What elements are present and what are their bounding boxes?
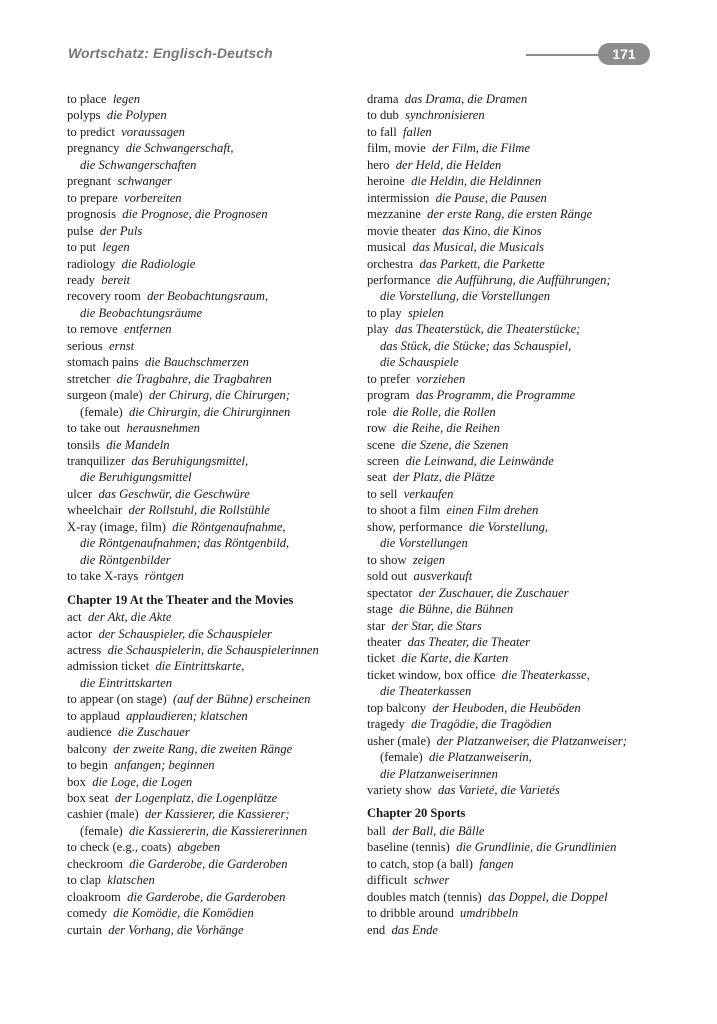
- german-translation: die Heldin, die Heldinnen: [411, 174, 542, 189]
- german-translation: anfangen; beginnen: [114, 758, 215, 773]
- english-term: (female): [380, 750, 423, 765]
- german-translation: entfernen: [124, 322, 172, 337]
- german-translation: die Röntgenaufnahmen; das Röntgenbild,: [80, 536, 290, 551]
- german-translation: die Leinwand, die Leinwände: [405, 453, 554, 468]
- vocab-entry: [367, 124, 667, 140]
- german-translation: die Eintrittskarten: [80, 675, 172, 690]
- english-term: (female): [80, 823, 123, 838]
- vocab-entry: [367, 107, 667, 123]
- german-translation: applaudieren; klatschen: [126, 708, 248, 723]
- english-term: to dub: [367, 108, 399, 123]
- english-term: play: [367, 322, 389, 337]
- german-translation: das Varieté, die Varietés: [438, 783, 560, 798]
- english-term: to play: [367, 305, 402, 320]
- english-term: to catch, stop (a ball): [367, 856, 473, 871]
- german-translation: schwer: [413, 873, 450, 888]
- german-translation: der Vorhang, die Vorhänge: [108, 922, 244, 937]
- german-translation: die Tragödie, die Tragödien: [411, 717, 552, 732]
- english-term: ulcer: [67, 486, 93, 501]
- english-term: to prefer: [367, 371, 411, 386]
- english-term: recovery room: [67, 289, 141, 304]
- german-translation: der zweite Rang, die zweiten Ränge: [113, 741, 293, 756]
- german-translation: die Reihe, die Reihen: [392, 421, 500, 436]
- vocab-entry-continuation: [67, 535, 357, 551]
- vocab-entry: [67, 839, 357, 855]
- english-term: to take out: [67, 421, 121, 436]
- german-translation: bereit: [101, 272, 131, 287]
- english-term: to dribble around: [367, 906, 454, 921]
- vocab-entry-continuation: [367, 683, 667, 699]
- german-translation: das Drama, die Dramen: [404, 92, 528, 106]
- english-term: to shoot a film: [367, 503, 441, 518]
- german-translation: die Karte, die Karten: [401, 651, 509, 666]
- german-translation: die Polypen: [106, 108, 167, 123]
- german-translation: die Mandeln: [106, 437, 170, 452]
- german-translation: legen: [112, 92, 141, 106]
- english-term: movie theater: [367, 223, 436, 238]
- german-translation: der Platz, die Plätze: [392, 470, 496, 485]
- vocab-entry-continuation: [367, 766, 667, 782]
- english-term: to put: [67, 240, 97, 255]
- german-translation: voraussagen: [121, 124, 185, 139]
- vocab-entry: [67, 321, 357, 337]
- vocab-entry: [67, 223, 357, 239]
- english-term: theater: [367, 634, 402, 649]
- german-translation: abgeben: [177, 840, 221, 855]
- vocab-entry-continuation: [367, 749, 667, 765]
- vocab-entry: [67, 872, 357, 888]
- german-translation: die Schauspielerin, die Schauspielerinnen: [107, 642, 319, 657]
- english-term: to show: [367, 552, 407, 567]
- english-term: end: [367, 922, 386, 937]
- vocab-entry: [367, 223, 667, 239]
- german-translation: das Doppel, die Doppel: [488, 889, 608, 904]
- german-translation: (auf der Bühne) erscheinen: [172, 692, 311, 707]
- vocab-entry: [367, 404, 667, 420]
- german-translation: verkaufen: [403, 486, 454, 501]
- english-term: mezzanine: [367, 207, 421, 222]
- english-term: admission ticket: [67, 659, 150, 674]
- english-term: performance: [367, 272, 431, 287]
- german-translation: legen: [102, 240, 130, 255]
- german-translation: die Garderobe, die Garderoben: [127, 889, 286, 904]
- german-translation: spielen: [407, 305, 444, 320]
- german-translation: synchronisieren: [405, 108, 485, 123]
- english-term: drama: [367, 92, 399, 106]
- vocab-entry: [67, 806, 357, 822]
- vocab-entry: [67, 437, 357, 453]
- german-translation: röntgen: [144, 569, 184, 584]
- english-term: cloakroom: [67, 889, 121, 904]
- english-term: variety show: [367, 783, 432, 798]
- german-translation: die Schwangerschaften: [80, 157, 197, 172]
- german-translation: der Ball, die Bälle: [392, 823, 485, 838]
- vocab-entry-continuation: [67, 469, 357, 485]
- german-translation: der Logenplatz, die Logenplätze: [114, 791, 278, 806]
- vocab-entry: [367, 585, 667, 601]
- german-translation: der Platzanweiser, die Platzanweiser;: [436, 733, 627, 748]
- german-translation: der Schauspieler, die Schauspieler: [98, 626, 272, 641]
- vocab-entry: [67, 272, 357, 288]
- german-translation: der Puls: [99, 223, 143, 238]
- english-term: to take X-rays: [67, 569, 139, 584]
- vocab-entry: [67, 922, 357, 938]
- vocab-entry: [367, 823, 667, 839]
- vocab-entry: [367, 634, 667, 650]
- english-term: pulse: [67, 223, 94, 238]
- english-term: X-ray (image, film): [67, 519, 166, 534]
- vocab-entry: [67, 708, 357, 724]
- english-term: serious: [67, 338, 103, 353]
- german-translation: das Parkett, die Parkette: [419, 256, 545, 271]
- header-rule: [526, 54, 606, 56]
- german-translation: die Bühne, die Bühnen: [399, 602, 514, 617]
- german-translation: das Geschwür, die Geschwüre: [98, 486, 250, 501]
- vocab-entry: [367, 519, 667, 535]
- vocab-entry: [367, 305, 667, 321]
- english-term: ready: [67, 272, 95, 287]
- vocab-entry: [67, 387, 357, 403]
- english-term: comedy: [67, 906, 107, 921]
- german-translation: herausnehmen: [126, 421, 200, 436]
- vocab-entry: [67, 757, 357, 773]
- vocab-entry: [67, 124, 357, 140]
- german-translation: das Theater, die Theater: [407, 634, 530, 649]
- german-translation: die Kassiererin, die Kassiererinnen: [128, 823, 308, 838]
- german-translation: zeigen: [412, 552, 446, 567]
- vocab-entry: [367, 190, 667, 206]
- english-term: checkroom: [67, 856, 123, 871]
- german-translation: die Schauspiele: [380, 355, 459, 370]
- vocab-entry: [67, 107, 357, 123]
- english-term: stomach pains: [67, 355, 139, 370]
- vocab-entry: [367, 650, 667, 666]
- german-translation: der Chirurg, die Chirurgen;: [148, 388, 291, 403]
- vocab-entry-continuation: [67, 675, 357, 691]
- english-term: star: [367, 618, 386, 633]
- english-term: program: [367, 388, 410, 403]
- vocab-entry: [67, 889, 357, 905]
- english-term: to sell: [367, 486, 398, 501]
- vocab-entry: [367, 420, 667, 436]
- vocab-entry: [367, 922, 667, 938]
- german-translation: einen Film drehen: [446, 503, 539, 518]
- vocab-entry: [367, 272, 667, 288]
- english-term: difficult: [367, 873, 408, 888]
- vocab-entry: [67, 91, 357, 107]
- english-term: to clap: [67, 873, 101, 888]
- english-term: row: [367, 421, 387, 436]
- vocab-entry: [67, 502, 357, 518]
- vocab-entry-continuation: [67, 823, 357, 839]
- vocab-entry: [67, 856, 357, 872]
- german-translation: klatschen: [107, 873, 155, 888]
- english-term: prognosis: [67, 207, 116, 222]
- vocab-entry: [367, 437, 667, 453]
- vocab-entry: [367, 667, 667, 683]
- english-term: box: [67, 774, 86, 789]
- english-term: (female): [80, 404, 123, 419]
- vocab-entry: [67, 453, 357, 469]
- english-term: tonsils: [67, 437, 100, 452]
- english-term: balcony: [67, 741, 107, 756]
- english-term: to remove: [67, 322, 118, 337]
- vocab-entry: [367, 700, 667, 716]
- english-term: usher (male): [367, 733, 431, 748]
- german-translation: die Komödie, die Komödien: [113, 906, 254, 921]
- vocab-entry: [67, 173, 357, 189]
- german-translation: der Heuboden, die Heuböden: [432, 700, 581, 715]
- vocab-entry: [367, 173, 667, 189]
- chapter-heading-text: Chapter 20 Sports: [367, 806, 466, 821]
- english-term: curtain: [67, 922, 102, 937]
- english-term: to place: [67, 92, 107, 106]
- vocab-entry: [367, 716, 667, 732]
- vocab-entry: [67, 338, 357, 354]
- german-translation: die Szene, die Szenen: [401, 437, 509, 452]
- german-translation: die Platzanweiserin,: [428, 750, 532, 765]
- english-term: actress: [67, 642, 102, 657]
- vocab-entry-continuation: [67, 552, 357, 568]
- vocab-entry-continuation: [67, 404, 357, 420]
- vocab-entry: [67, 905, 357, 921]
- chapter-heading-text: Chapter 19 At the Theater and the Movies: [67, 592, 294, 607]
- vocab-entry: [67, 741, 357, 757]
- vocab-entry: [67, 609, 357, 625]
- german-translation: umdribbeln: [460, 906, 519, 921]
- vocab-entry: [67, 519, 357, 535]
- german-translation: das Kino, die Kinos: [442, 223, 542, 238]
- english-term: to begin: [67, 758, 108, 773]
- german-translation: die Chirurgin, die Chirurginnen: [128, 404, 291, 419]
- english-term: sold out: [367, 569, 408, 584]
- english-term: seat: [367, 470, 387, 485]
- german-translation: die Prognose, die Prognosen: [122, 207, 268, 222]
- vocab-entry: [67, 691, 357, 707]
- vocab-entry: [67, 568, 357, 584]
- english-term: actor: [67, 626, 93, 641]
- vocab-entry: [367, 469, 667, 485]
- page-number-badge: 171: [598, 43, 650, 65]
- german-translation: der erste Rang, die ersten Ränge: [427, 207, 593, 222]
- vocab-entry: [367, 552, 667, 568]
- vocab-entry: [67, 626, 357, 642]
- german-translation: das Musical, die Musicals: [412, 240, 544, 255]
- german-translation: vorbereiten: [124, 190, 182, 205]
- vocab-entry: [367, 502, 667, 518]
- english-term: hero: [367, 157, 390, 172]
- german-translation: fallen: [403, 124, 432, 139]
- german-translation: die Röntgenaufnahme,: [172, 519, 286, 534]
- vocab-entry: [367, 618, 667, 634]
- vocab-entry: [67, 354, 357, 370]
- german-translation: die Bauchschmerzen: [145, 355, 249, 370]
- vocab-entry: [367, 905, 667, 921]
- german-translation: die Eintrittskarte,: [155, 659, 245, 674]
- english-term: orchestra: [367, 256, 414, 271]
- english-term: scene: [367, 437, 395, 452]
- vocab-entry: [67, 724, 357, 740]
- german-translation: die Theaterkasse,: [501, 667, 590, 682]
- english-term: audience: [67, 725, 112, 740]
- german-translation: fangen: [479, 856, 514, 871]
- chapter-heading: [67, 592, 357, 608]
- english-term: top balcony: [367, 700, 427, 715]
- german-translation: die Loge, die Logen: [92, 774, 193, 789]
- german-translation: vorziehen: [416, 371, 466, 386]
- vocab-entry: [367, 256, 667, 272]
- german-translation: die Garderobe, die Garderoben: [129, 856, 288, 871]
- english-term: to check (e.g., coats): [67, 840, 172, 855]
- vocab-entry: [367, 486, 667, 502]
- german-translation: das Stück, die Stücke; das Schauspiel,: [380, 338, 572, 353]
- german-translation: der Kassierer, die Kassierer;: [144, 807, 290, 822]
- german-translation: die Aufführung, die Aufführungen;: [436, 272, 611, 287]
- english-term: film, movie: [367, 141, 426, 156]
- english-term: intermission: [367, 190, 430, 205]
- english-term: polyps: [67, 108, 101, 123]
- vocab-entry: [67, 774, 357, 790]
- english-term: ticket: [367, 651, 395, 666]
- german-translation: die Radiologie: [121, 256, 196, 271]
- english-term: to fall: [367, 124, 397, 139]
- english-term: wheelchair: [67, 503, 123, 518]
- vocab-entry: [367, 371, 667, 387]
- german-translation: der Rollstuhl, die Rollstühle: [128, 503, 270, 518]
- vocab-entry: [367, 601, 667, 617]
- vocab-entry-continuation: [67, 305, 357, 321]
- english-term: ball: [367, 823, 386, 838]
- german-translation: die Platzanweiserinnen: [380, 766, 498, 781]
- english-term: cashier (male): [67, 807, 139, 822]
- english-term: tranquilizer: [67, 453, 126, 468]
- english-term: to applaud: [67, 708, 120, 723]
- vocab-entry-continuation: [367, 535, 667, 551]
- vocab-entry: [367, 568, 667, 584]
- english-term: musical: [367, 240, 407, 255]
- english-term: radiology: [67, 256, 116, 271]
- right-column: [367, 91, 667, 938]
- vocab-entry: [367, 782, 667, 798]
- german-translation: das Ende: [391, 922, 439, 937]
- english-term: act: [67, 610, 82, 625]
- german-translation: die Vorstellung,: [469, 519, 549, 534]
- english-term: pregnant: [67, 174, 112, 189]
- vocab-entry: [367, 889, 667, 905]
- vocab-entry: [67, 288, 357, 304]
- english-term: baseline (tennis): [367, 840, 450, 855]
- german-translation: ausverkauft: [413, 569, 473, 584]
- vocab-entry: [67, 420, 357, 436]
- german-translation: die Grundlinie, die Grundlinien: [456, 840, 617, 855]
- vocab-entry-continuation: [367, 338, 667, 354]
- german-translation: die Vorstellung, die Vorstellungen: [380, 289, 550, 304]
- english-term: heroine: [367, 174, 405, 189]
- vocab-entry: [367, 839, 667, 855]
- vocab-entry: [367, 321, 667, 337]
- english-term: screen: [367, 453, 400, 468]
- page-header-title: Wortschatz: Englisch-Deutsch: [68, 45, 273, 61]
- left-column: [67, 91, 357, 938]
- german-translation: die Theaterkassen: [380, 684, 472, 699]
- vocab-entry: [67, 239, 357, 255]
- english-term: show, performance: [367, 519, 463, 534]
- vocab-entry: [367, 872, 667, 888]
- vocab-entry: [67, 642, 357, 658]
- vocab-entry: [367, 856, 667, 872]
- german-translation: der Held, die Helden: [395, 157, 502, 172]
- english-term: pregnancy: [67, 141, 120, 156]
- vocab-entry: [367, 91, 667, 107]
- german-translation: die Pause, die Pausen: [435, 190, 547, 205]
- vocab-entry-continuation: [367, 288, 667, 304]
- vocab-entry: [67, 658, 357, 674]
- vocab-entry: [67, 486, 357, 502]
- vocab-entry: [367, 140, 667, 156]
- german-translation: das Beruhigungsmittel,: [131, 453, 249, 468]
- german-translation: das Theaterstück, die Theaterstücke;: [394, 322, 581, 337]
- german-translation: schwanger: [117, 174, 172, 189]
- vocab-entry-continuation: [367, 354, 667, 370]
- german-translation: die Tragbahre, die Tragbahren: [116, 371, 272, 386]
- vocab-entry: [67, 790, 357, 806]
- english-term: doubles match (tennis): [367, 889, 482, 904]
- german-translation: die Beobachtungsräume: [80, 305, 203, 320]
- chapter-heading: [367, 805, 667, 821]
- vocab-entry: [367, 387, 667, 403]
- german-translation: der Zuschauer, die Zuschauer: [418, 585, 569, 600]
- english-term: ticket window, box office: [367, 667, 496, 682]
- vocab-entry: [67, 140, 357, 156]
- english-term: role: [367, 404, 387, 419]
- german-translation: der Film, die Filme: [432, 141, 530, 156]
- english-term: to prepare: [67, 190, 118, 205]
- german-translation: das Programm, die Programme: [415, 388, 576, 403]
- english-term: to appear (on stage): [67, 692, 167, 707]
- vocab-entry: [367, 239, 667, 255]
- english-term: box seat: [67, 791, 109, 806]
- english-term: spectator: [367, 585, 413, 600]
- vocab-entry: [67, 371, 357, 387]
- german-translation: die Zuschauer: [118, 725, 190, 740]
- german-translation: die Schwangerschaft,: [125, 141, 234, 156]
- german-translation: der Star, die Stars: [391, 618, 482, 633]
- german-translation: ernst: [108, 338, 135, 353]
- vocab-entry-continuation: [67, 157, 357, 173]
- vocab-entry: [367, 206, 667, 222]
- english-term: tragedy: [367, 717, 405, 732]
- german-translation: die Beruhigungsmittel: [80, 470, 192, 485]
- vocab-entry: [367, 157, 667, 173]
- english-term: stretcher: [67, 371, 111, 386]
- vocab-entry: [67, 190, 357, 206]
- vocab-entry: [67, 206, 357, 222]
- vocab-entry: [367, 453, 667, 469]
- german-translation: die Rolle, die Rollen: [392, 404, 496, 419]
- vocab-entry: [67, 256, 357, 272]
- english-term: surgeon (male): [67, 388, 143, 403]
- german-translation: die Röntgenbilder: [80, 552, 171, 567]
- english-term: to predict: [67, 124, 115, 139]
- vocab-entry: [367, 733, 667, 749]
- german-translation: der Beobachtungsraum,: [147, 289, 269, 304]
- german-translation: der Akt, die Akte: [87, 610, 172, 625]
- english-term: stage: [367, 602, 393, 617]
- german-translation: die Vorstellungen: [380, 536, 468, 551]
